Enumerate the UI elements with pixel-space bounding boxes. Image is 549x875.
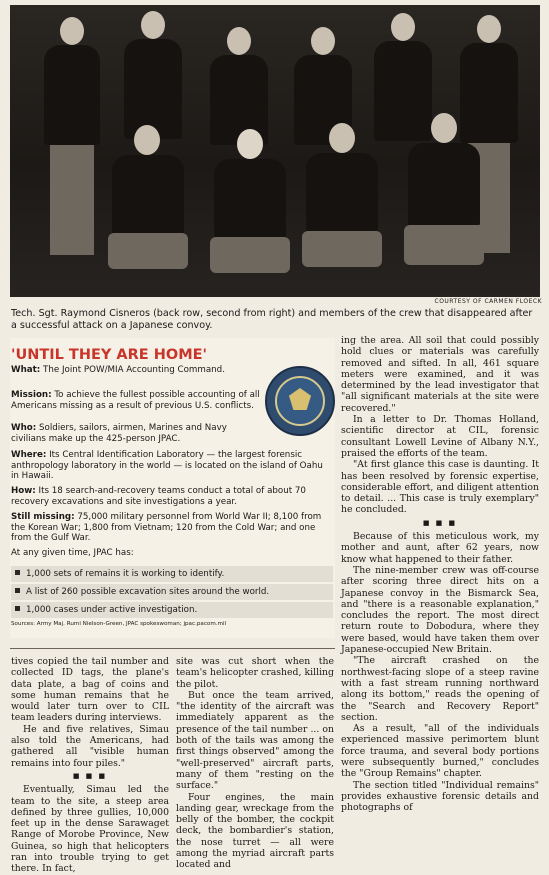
paragraph: But once the team arrived, "the identity of the aircraft was immediately apparent as the presence of the tail number ... on both of the tails was among the first things observed" among the "well-preserved" aircraft parts, many of them "resting on the surface."	[176, 689, 334, 792]
still-missing-block: Still missing: 75,000 military personnel from World War II; 8,100 from the Korean War; 1,800 from Vietnam; 120 from the Cold War; and one from the Gulf War.	[11, 512, 322, 544]
paragraph: "The aircraft crashed on the northwest-facing slope of a steep ravine with a fast stream running northward along its bottom," reads the opening of the "Search and Recovery Report" section.	[341, 655, 539, 723]
any-time-line: At any given time, JPAC has:	[11, 548, 134, 558]
paragraph: Because of this meticulous work, my mother and aunt, after 62 years, now know what happened to their father.	[341, 531, 539, 565]
jpac-seal-icon	[265, 366, 335, 436]
sidebar-box	[10, 338, 335, 638]
bullet-item: A list of 260 possible excavation sites around the world.	[11, 584, 333, 600]
bullet-item: 1,000 cases under active investigation.	[11, 602, 333, 618]
paragraph: Four engines, the main landing gear, wreckage from the belly of the bomber, the cockpit deck, the bombardier's station, the nose turret — all were among the myriad aircraft parts located and	[176, 791, 334, 871]
bullet-item: 1,000 sets of remains it is working to identify.	[11, 566, 333, 582]
who-block: Who: Soldiers, sailors, airmen, Marines and Navy civilians make up the 425-person JPAC.	[11, 423, 227, 444]
paragraph: "At first glance this case is daunting. It has been resolved by forensic expertise, considerable effort, and diligent attention to detail. ... This case is truly exemplary" he concluded.	[341, 459, 539, 516]
sidebar-sources: Sources: Army Maj. Rumi Nielson-Green, JPAC spokeswoman; jpac.pacom.mil	[11, 621, 227, 627]
what-block: What: The Joint POW/MIA Accounting Command.	[11, 365, 225, 375]
paragraph: As a result, "all of the individuals experienced massive perimortem blunt force trauma, and several body portions were subsequently burned," concludes the "Group Remains" chapter.	[341, 723, 539, 780]
photo-caption: Tech. Sgt. Raymond Cisneros (back row, second from right) and members of the crew that disappeared after a successful attack on a Japanese convoy.	[11, 308, 533, 331]
sidebar-title: 'UNTIL THEY ARE HOME'	[11, 347, 207, 363]
crew-figure	[302, 123, 382, 283]
where-block: Where: Its Central Identification Laboratory — the largest forensic anthropology laboratory in the world — is located on the island of Oahu in Hawaii.	[11, 450, 323, 482]
crew-photo	[10, 5, 540, 297]
mission-block: Mission: To achieve the fullest possible accounting of all Americans missing as a result of previous U.S. conflicts.	[11, 390, 260, 411]
crew-figure	[404, 113, 484, 283]
paragraph: ing the area. All soil that could possibly hold clues or materials was carefully removed and sifted. In all, 461 square meters were examined, and it was determined by the lead investigator that "all significant materials at the site were recovered."	[341, 335, 539, 414]
section-separator: ■ ■ ■	[72, 771, 108, 780]
paragraph: In a letter to Dr. Thomas Holland, scientific director at CIL, forensic consultant Lowell Levine of Albany N.Y., praised the efforts of the team.	[341, 414, 539, 459]
paragraph: Eventually, Simau led the team to the site, a steep area defined by three gullies, 10,000 feet up in the dense Sarawaget Range of Morobe Province, New Guinea, so high that helicopters ran into trouble trying to get there. In fact,	[11, 784, 169, 875]
how-block: How: Its 18 search-and-recovery teams conduct a total of about 70 recovery excavations and site investigations a year.	[11, 486, 306, 507]
crew-figure	[42, 17, 102, 277]
photo-credit: COURTESY OF CARMEN FLOECK	[434, 298, 542, 305]
bottom-middle-column	[176, 656, 334, 871]
crew-figure	[108, 125, 188, 285]
paragraph: He and five relatives, Simau also told the Americans, had gathered all "visible human remains into four piles."	[11, 723, 169, 769]
paragraph: tives copied the tail number and collected ID tags, the plane's data plate, a bag of coins and some human remains that he would later turn over to CIL team leaders during interviews.	[11, 656, 169, 724]
divider	[10, 648, 335, 649]
bottom-left-column	[11, 656, 169, 875]
paragraph: The section titled "Individual remains" provides exhaustive forensic details and photographs of	[341, 779, 539, 814]
crew-figure	[210, 129, 290, 289]
paragraph: The nine-member crew was off-course after scoring three direct hits on a Japanese convoy in the Bismarck Sea, and "there is a reasonable explanation," concludes the report. The most direct return route to Dobodura, where they were based, would have taken them over Japanese-occupied New Britain.	[341, 564, 539, 656]
paragraph: site was cut short when the team's helicopter crashed, killing the pilot.	[176, 656, 334, 690]
section-separator: ■ ■ ■	[422, 518, 458, 527]
right-column	[341, 335, 539, 813]
